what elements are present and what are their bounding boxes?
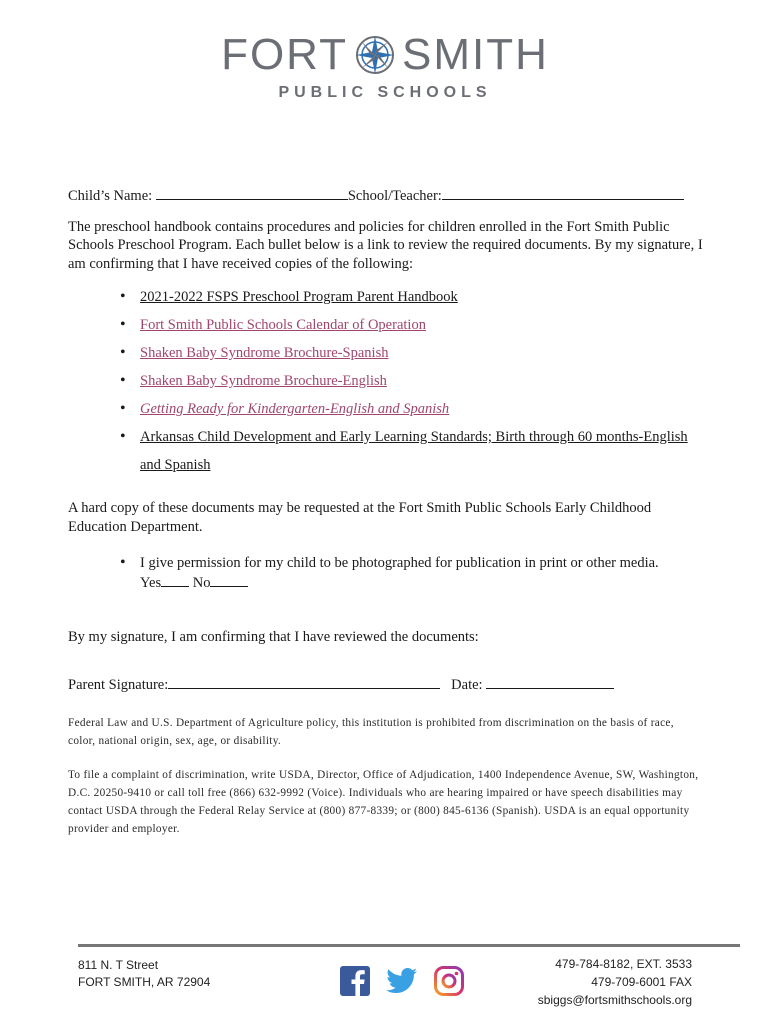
document-link-kindergarten[interactable]: Getting Ready for Kindergarten-English and Spanish: [140, 401, 450, 417]
child-name-label: Child’s Name:: [68, 188, 156, 204]
document-link-shaken-baby-spanish[interactable]: Shaken Baby Syndrome Brochure-Spanish: [140, 345, 389, 361]
list-item: [120, 311, 703, 339]
logo-text-fort: FORT: [221, 30, 349, 79]
list-item: [120, 395, 703, 423]
logo-subtitle: PUBLIC SCHOOLS: [278, 84, 492, 101]
child-name-field[interactable]: [156, 186, 348, 200]
hard-copy-note: A hard copy of these documents may be requested at the Fort Smith Public Schools Early Childhood Education Department.: [68, 500, 652, 535]
nondiscrimination-statement: Federal Law and U.S. Department of Agriculture policy, this institution is prohibited from discrimination on the basis of race, color, national origin, sex, age, or disability.: [68, 717, 674, 747]
date-label: Date:: [451, 676, 487, 693]
list-item: [120, 339, 703, 367]
phone-number: 479-784-8182, EXT. 3533: [555, 957, 692, 971]
intro-paragraph: The preschool handbook contains procedures and policies for children enrolled in the Fort Smith Public Schools Preschool Program. Each bullet below is a link to review the required documents. By my signature, I am confirming that I have received copies of the following:: [68, 218, 703, 272]
signature-line: [68, 675, 703, 695]
twitter-icon[interactable]: [386, 967, 418, 995]
list-item: [120, 367, 703, 395]
document-link-calendar[interactable]: Fort Smith Public Schools Calendar of Operation: [140, 317, 426, 333]
logo-text-smith: SMITH: [402, 30, 549, 79]
address-line-2: FORT SMITH, AR 72904: [78, 975, 211, 989]
list-item: [120, 554, 703, 592]
email-address[interactable]: sbiggs@fortsmithschools.org: [537, 993, 692, 1007]
yes-field[interactable]: [161, 573, 189, 587]
list-item: [120, 423, 703, 479]
school-teacher-field[interactable]: [442, 186, 684, 200]
date-field[interactable]: [486, 675, 614, 689]
no-field[interactable]: [210, 573, 248, 587]
photo-permission-text: I give permission for my child to be photographed for publication in print or other media.: [140, 555, 659, 571]
document-link-handbook[interactable]: 2021-2022 FSPS Preschool Program Parent Handbook: [140, 289, 458, 305]
school-teacher-label: School/Teacher:: [347, 188, 442, 204]
fax-number: 479-709-6001 FAX: [591, 975, 692, 989]
instagram-icon[interactable]: [434, 966, 464, 996]
footer-divider: [78, 944, 740, 947]
footer-address: [78, 957, 210, 991]
child-school-line: [68, 186, 703, 206]
school-logo: [0, 30, 770, 102]
confirmation-text: By my signature, I am confirming that I have reviewed the documents:: [68, 629, 479, 645]
list-item: [120, 283, 703, 311]
parent-signature-label: Parent Signature:: [68, 676, 169, 693]
footer-contact: [538, 955, 692, 1009]
document-list: [68, 283, 703, 479]
address-line-1: 811 N. T Street: [78, 958, 159, 972]
parent-signature-field[interactable]: [168, 675, 440, 689]
document-link-shaken-baby-english[interactable]: Shaken Baby Syndrome Brochure-English: [140, 373, 387, 389]
yes-label: Yes: [140, 574, 162, 591]
no-label: No: [192, 574, 211, 591]
compass-icon: [354, 34, 396, 76]
social-links: [340, 966, 464, 996]
form-body: [68, 186, 703, 838]
facebook-icon[interactable]: [340, 966, 370, 996]
document-link-learning-standards[interactable]: Arkansas Child Development and Early Learning Standards; Birth through 60 months-English and Spanish: [140, 429, 688, 473]
permission-list: [68, 554, 703, 592]
complaint-statement: To file a complaint of discrimination, write USDA, Director, Office of Adjudication, 1400 Independence Avenue, SW, Washington, D.C. 20250-9410 or call toll free (866) 632-9992 (Voice). Individuals who are hearing impaired or have speech disabilities may contact USDA through the Federal Relay Service at (800) 877-8339; or (800) 845-6136 (Spanish). USDA is an equal opportunity provider and employer.: [68, 769, 699, 835]
